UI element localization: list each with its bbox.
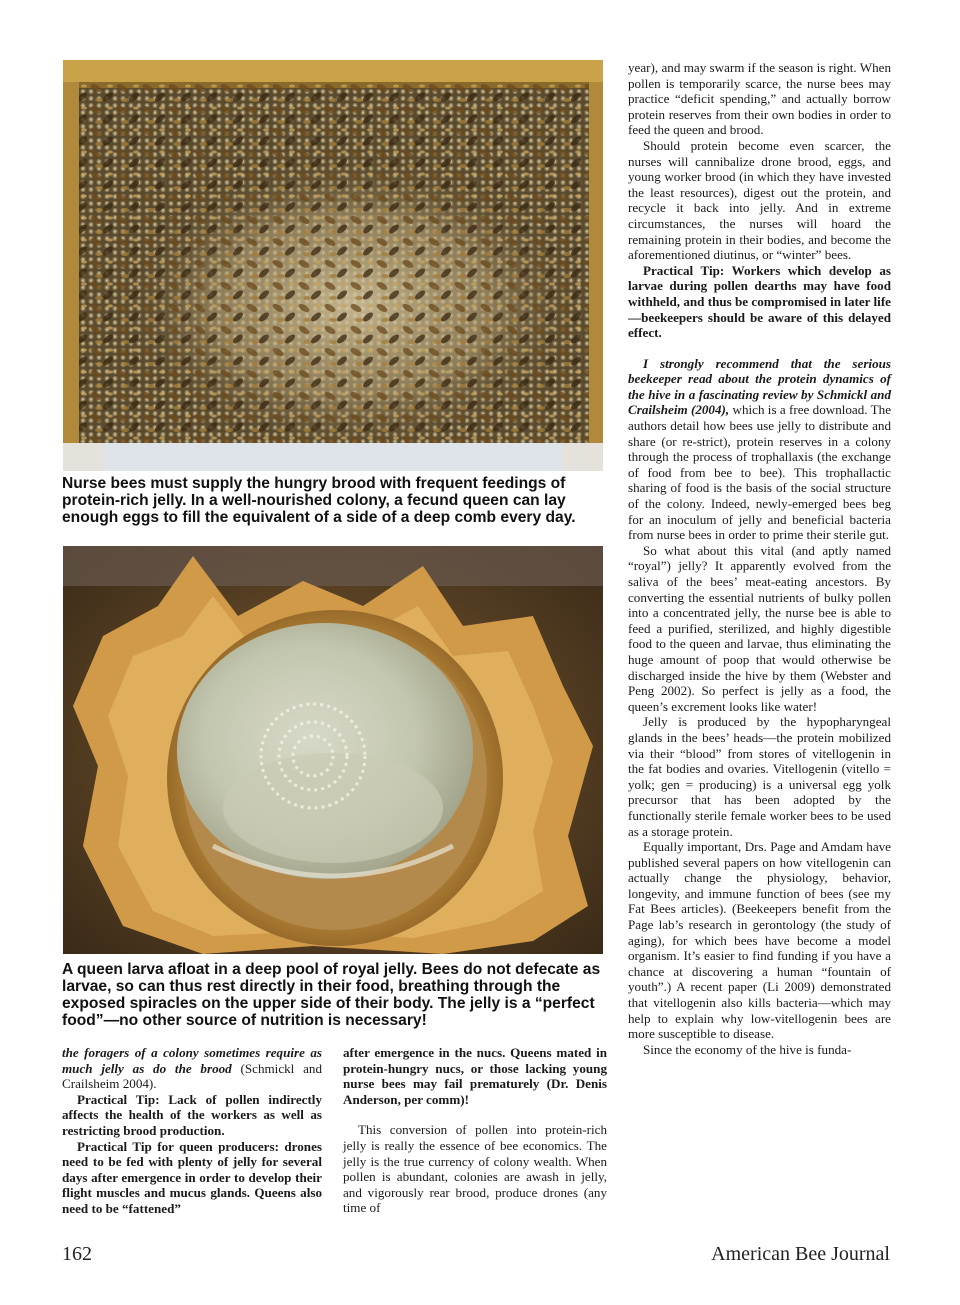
col-c-paragraph-2: Should protein become even scarcer, the nurses will cannibalize drone brood, eggs, and young worker brood (in which they have invested the least resources), digest out the protein, and recycle it back into jelly. And in extreme circumstances, the nurses will hoard the remaining protein in their bodies, and become the aforementioned diutinus, or “winter” bees. — [628, 137, 891, 263]
col-c-paragraph-1: year), and may swarm if the season is right. When pollen is temporarily scarce, the nurse bees may practice “deficit spending,” and actually borrow protein reserves from their own bodies in order to feed the queen and brood. — [628, 60, 891, 138]
col-c-paragraph-7: Equally important, Drs. Page and Amdam have published several papers on how vitellogenin can actually change the physiology, behavior, longevity, and immune function of bees (see my Fat Bees articles). (Beekeepers benefit from the Page lab’s research in gerontology (the study of aging), for which bees have become a model organism. It’s easier to find funding if you have a chance at discovering a human “fountain of youth”.) A recent paper (Li 2009) demonstrated that vitellogenin also kills bacteria—which may help to explain why low-vitellogenin bees are more susceptible to disease. — [628, 839, 891, 1042]
col-a-italic-quote: the foragers of a colony sometimes require as much jelly as do the brood — [62, 1045, 322, 1076]
larva-photo-caption: A queen larva afloat in a deep pool of royal jelly. Bees do not defecate as larvae, so can thus rest directly in their food, breathing through the exposed spiracles on the upper side of their body. The jelly is a “perfect food”—no other source of nutrition is necessary! — [62, 961, 601, 1029]
journal-name: American Bee Journal — [711, 1243, 890, 1265]
col-c-paragraph-4-tail: which is a free download. The authors detail how bees use jelly to distribute and share (or re-strict), protein reserves in a colony through the process of trophallaxis (the exchange of food from bee to bee). This trophallactic sharing of food is the basis of the social structure of the colony. Indeed, newly-emerged bees beg for an inoculum of jelly and beneficial bacteria from nurse bees in order to prime their sterile gut. — [628, 402, 892, 543]
col-c-practical-tip: Practical Tip: Workers which develop as larvae during pollen dearths may have food withheld, and thus be compromised in later life—beekeepers should be aware of this delayed effect. — [628, 262, 891, 341]
column-right — [628, 60, 891, 1057]
col-b-paragraph-1: after emergence in the nucs. Queens mated in protein-hungry nucs, or those lacking young nurse bees may fail prematurely (Dr. Denis Anderson, per comm)! — [343, 1045, 607, 1107]
col-a-citation: (Schmickl and Crailsheim 2004). — [62, 1060, 322, 1092]
comb-photo-caption: Nurse bees must supply the hungry brood with frequent feedings of protein-rich jelly. In a well-nourished colony, a fecund queen can lay enough eggs to fill the equivalent of a side of a deep comb every day. — [62, 475, 576, 526]
col-c-paragraph-4 — [628, 356, 891, 543]
col-c-paragraph-5: So what about this vital (and aptly named “royal”) jelly? It apparently evolved from the saliva of the bees’ meat-eating ancestors. By converting the essential nutrients of bulky pollen into a concentrated jelly, the nurse bee is able to feed a purified, sterilized, and highly digestible food to the queen and larvae, thus eliminating the huge amount of poop that would otherwise be discharged inside the hive by them (Webster and Peng 2002). So perfect is jelly as a food, the queen’s excrement looks like water! — [628, 542, 891, 714]
col-c-paragraph-8: Since the economy of the hive is funda- — [643, 1041, 852, 1057]
brood-comb-photo — [63, 60, 603, 471]
col-b-paragraph-2: This conversion of pollen into protein-rich jelly is really the essence of bee economics. The jelly is the true currency of colony wealth. When pollen is abundant, colonies are awash in jelly, and vigorously rear brood, produce drones (any time of — [343, 1122, 607, 1216]
queen-larva-photo — [63, 546, 603, 954]
queen-larva-image — [63, 546, 603, 954]
brood-comb-image — [63, 60, 603, 471]
page-number: 162 — [62, 1243, 92, 1265]
column-middle — [343, 1045, 607, 1216]
column-left — [62, 1045, 322, 1217]
col-c-recommendation: I strongly recommend that the serious beekeeper read about the protein dynamics of the hive in a fascinating review by Schmickl and Crailsheim (2004), — [628, 355, 891, 418]
col-a-practical-tip: Practical Tip: Lack of pollen indirectly affects the health of the workers as well as restricting brood production. — [62, 1091, 322, 1138]
col-c-paragraph-6: Jelly is produced by the hypopharyngeal glands in the bees’ heads—the protein mobilized via their “blood” from stores of vitellogenin in the fat bodies and ovaries. Vitellogenin (vitello = yolk; gen = producing) is a universal egg yolk precursor that has been adopted by the functionally sterile female worker bees to be used as a storage protein. — [628, 714, 891, 839]
col-a-paragraph-1 — [62, 1045, 322, 1092]
col-a-queen-tip: Practical Tip for queen producers: drones need to be fed with plenty of jelly for several days after emergence in order to develop their flight muscles and mucus glands. Queens also need to be “fattened” — [62, 1138, 322, 1216]
